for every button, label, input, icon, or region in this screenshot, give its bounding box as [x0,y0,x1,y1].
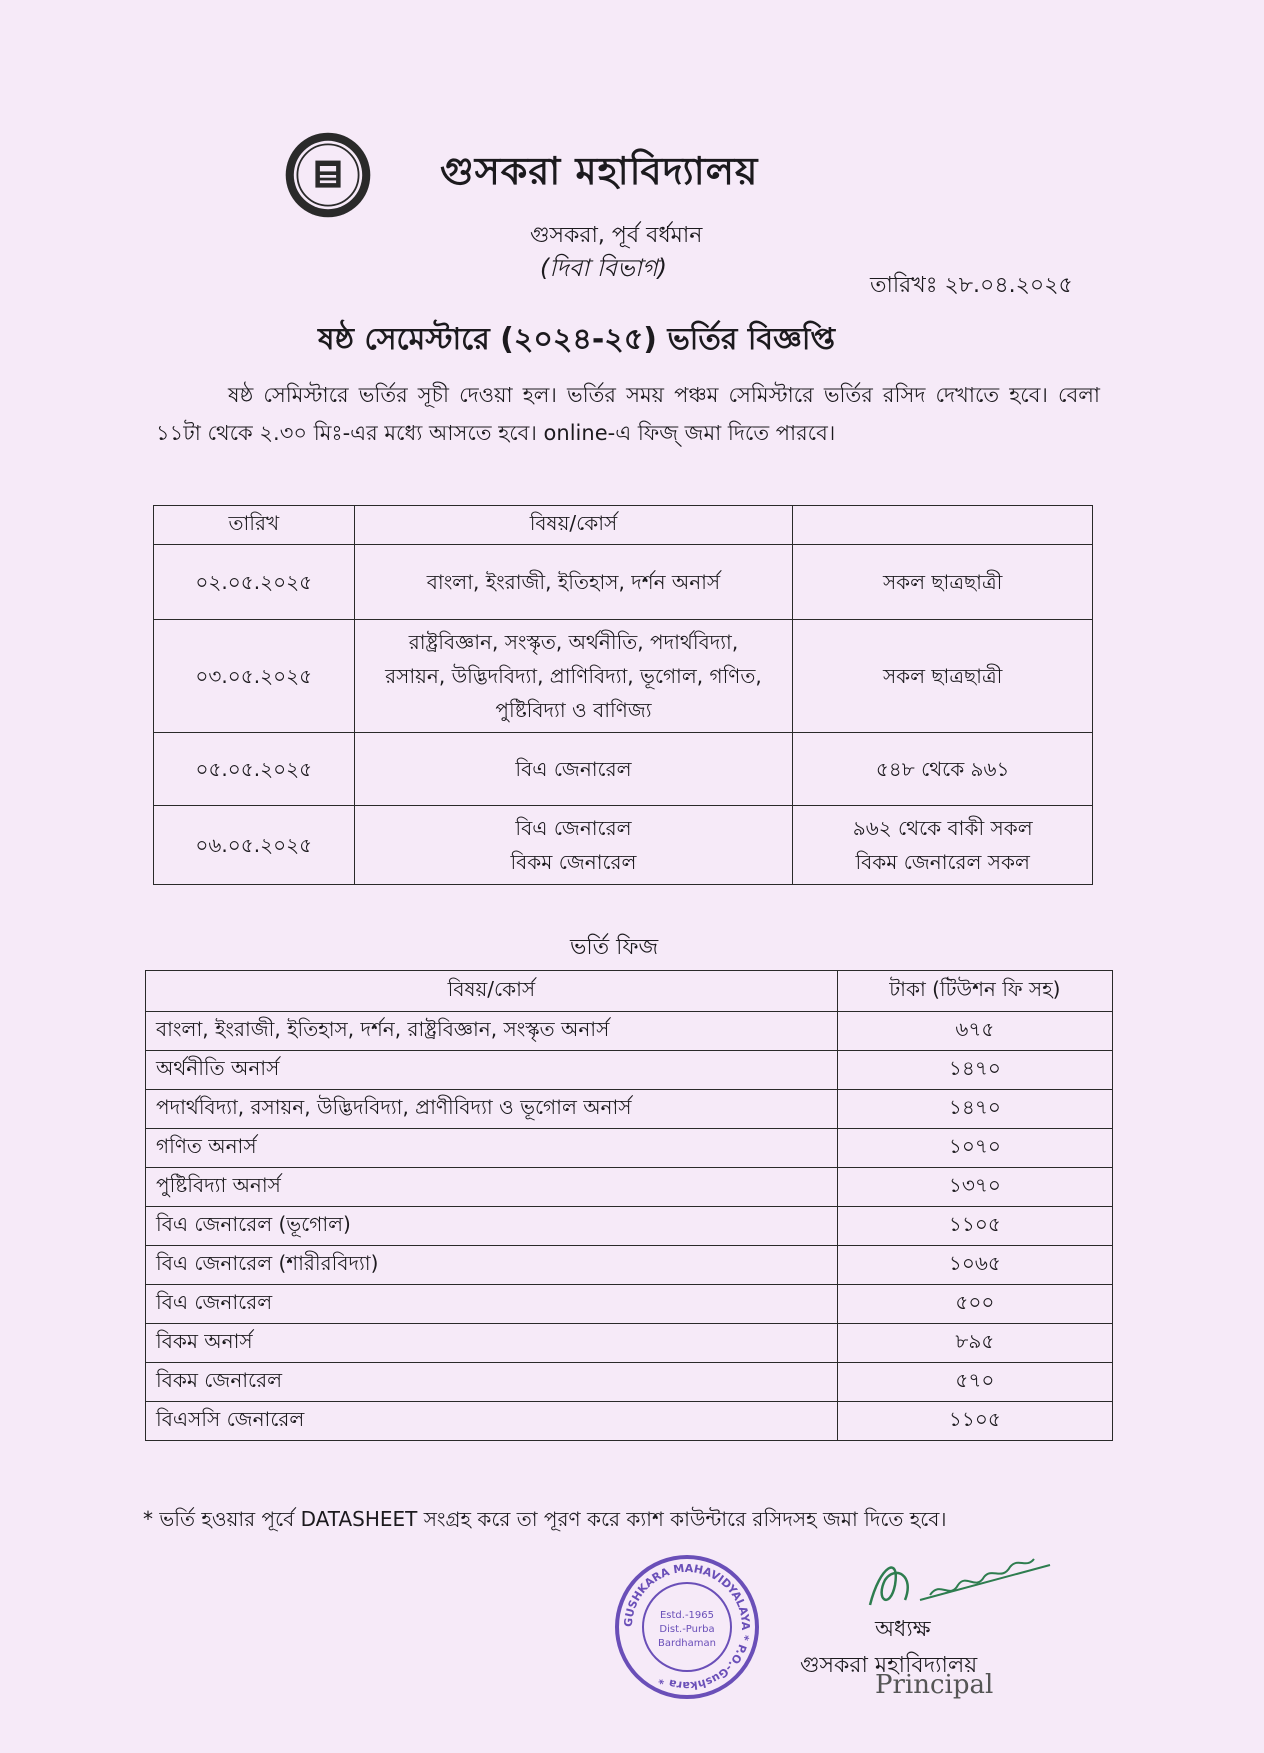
fee-course: অর্থনীতি অনার্স [146,1051,838,1090]
principal-title: অধ্যক্ষ [875,1617,931,1642]
fee-course: বিএ জেনারেল (শারীরবিদ্যা) [146,1246,838,1285]
table-header-row [154,506,1093,545]
fee-course: পুষ্টিবিদ্যা অনার্স [146,1168,838,1207]
principal-label: Principal [875,1670,994,1700]
college-logo [283,130,373,220]
admission-fee-table [145,970,1113,1441]
svg-text:GUSHKARA MAHAVIDYALAYA * P.O.-: GUSHKARA MAHAVIDYALAYA * P.O.-Gushkara * [621,1561,753,1693]
schedule-course: বিএ জেনারেল বিকম জেনারেল [354,806,793,885]
fee-amount: ১৪৭০ [837,1051,1112,1090]
column-header-course: বিষয়/কোর্স [146,971,838,1012]
table-header-row [146,971,1113,1012]
table-row [146,1207,1113,1246]
table-row [146,1246,1113,1285]
table-row [146,1324,1113,1363]
table-row [154,545,1093,620]
column-header-students [793,506,1093,545]
schedule-students: ৫৪৮ থেকে ৯৬১ [793,733,1093,806]
college-section: (দিবা বিভাগ) [540,254,667,282]
notice-date: তারিখঃ ২৮.০৪.২০২৫ [870,273,1073,298]
college-name: গুসকরা মহাবিদ্যালয় [440,149,759,193]
schedule-students: সকল ছাত্রছাত্রী [793,620,1093,733]
table-row [154,620,1093,733]
fee-amount: ৬৭৫ [837,1012,1112,1051]
svg-text:Dist.-Purba: Dist.-Purba [659,1624,715,1635]
fee-course: বিএসসি জেনারেল [146,1402,838,1441]
table-row [146,1129,1113,1168]
fee-course: বিএ জেনারেল (ভূগোল) [146,1207,838,1246]
table-row [146,1012,1113,1051]
principal-college: গুসকরা মহাবিদ্যালয় [800,1653,978,1678]
table-row [146,1090,1113,1129]
fee-course: পদার্থবিদ্যা, রসায়ন, উদ্ভিদবিদ্যা, প্রাণীবিদ্যা ও ভূগোল অনার্স [146,1090,838,1129]
table-row [146,1051,1113,1090]
svg-text:Bardhaman: Bardhaman [658,1638,716,1649]
schedule-date: ০৫.০৫.২০২৫ [154,733,355,806]
table-row [146,1363,1113,1402]
column-header-course: বিষয়/কোর্স [354,506,793,545]
fee-course: গণিত অনার্স [146,1129,838,1168]
table-row [154,733,1093,806]
college-seal-stamp [612,1552,762,1702]
fee-course: বিএ জেনারেল [146,1285,838,1324]
admission-schedule-table [153,505,1093,885]
column-header-amount: টাকা (টিউশন ফি সহ) [837,971,1112,1012]
schedule-students: সকল ছাত্রছাত্রী [793,545,1093,620]
schedule-date: ০৬.০৫.২০২৫ [154,806,355,885]
table-row [154,806,1093,885]
fee-course: বাংলা, ইংরাজী, ইতিহাস, দর্শন, রাষ্ট্রবিজ্ঞান, সংস্কৃত অনার্স [146,1012,838,1051]
fee-amount: ১৩৭০ [837,1168,1112,1207]
college-address: গুসকরা, পূর্ব বর্ধমান [530,223,703,248]
fee-course: বিকম অনার্স [146,1324,838,1363]
schedule-date: ০৩.০৫.২০২৫ [154,620,355,733]
schedule-students: ৯৬২ থেকে বাকী সকল বিকম জেনারেল সকল [793,806,1093,885]
fee-table-title: ভর্তি ফিজ [570,935,659,960]
fee-amount: ৫০০ [837,1285,1112,1324]
schedule-course: বাংলা, ইংরাজী, ইতিহাস, দর্শন অনার্স [354,545,793,620]
fee-amount: ১৪৭০ [837,1090,1112,1129]
fee-amount: ১০৭০ [837,1129,1112,1168]
fee-course: বিকম জেনারেল [146,1363,838,1402]
schedule-course: রাষ্ট্রবিজ্ঞান, সংস্কৃত, অর্থনীতি, পদার্থবিদ্যা, রসায়ন, উদ্ভিদবিদ্যা, প্রাণিবিদ্যা, ভূগোল, গণিত, পুষ্টিবিদ্যা ও বাণিজ্য [354,620,793,733]
table-row [146,1285,1113,1324]
fee-amount: ১১০৫ [837,1207,1112,1246]
fee-amount: ১১০৫ [837,1402,1112,1441]
schedule-course: বিএ জেনারেল [354,733,793,806]
fee-amount: ৮৯৫ [837,1324,1112,1363]
footnote: * ভর্তি হওয়ার পূর্বে DATASHEET সংগ্রহ করে তা পূরণ করে ক্যাশ কাউন্টারে রসিদসহ জমা দিতে হবে। [143,1507,947,1531]
table-row [146,1402,1113,1441]
notice-body: ষষ্ঠ সেমিস্টারে ভর্তির সূচী দেওয়া হল। ভর্তির সময় পঞ্চম সেমিস্টারে ভর্তির রসিদ দেখাতে হবে। বেলা ১১টা থেকে ২.৩০ মিঃ-এর মধ্যে আসতে হবে। online-এ ফিজ্ জমা দিতে পারবে। [156,383,1100,445]
svg-text:Estd.-1965: Estd.-1965 [659,1610,715,1621]
fee-amount: ৫৭০ [837,1363,1112,1402]
column-header-date: তারিখ [154,506,355,545]
table-row [146,1168,1113,1207]
fee-amount: ১০৬৫ [837,1246,1112,1285]
schedule-date: ০২.০৫.২০২৫ [154,545,355,620]
notice-title: ষষ্ঠ সেমেস্টারে (২০২৪-২৫) ভর্তির বিজ্ঞপ্তি [318,322,836,357]
